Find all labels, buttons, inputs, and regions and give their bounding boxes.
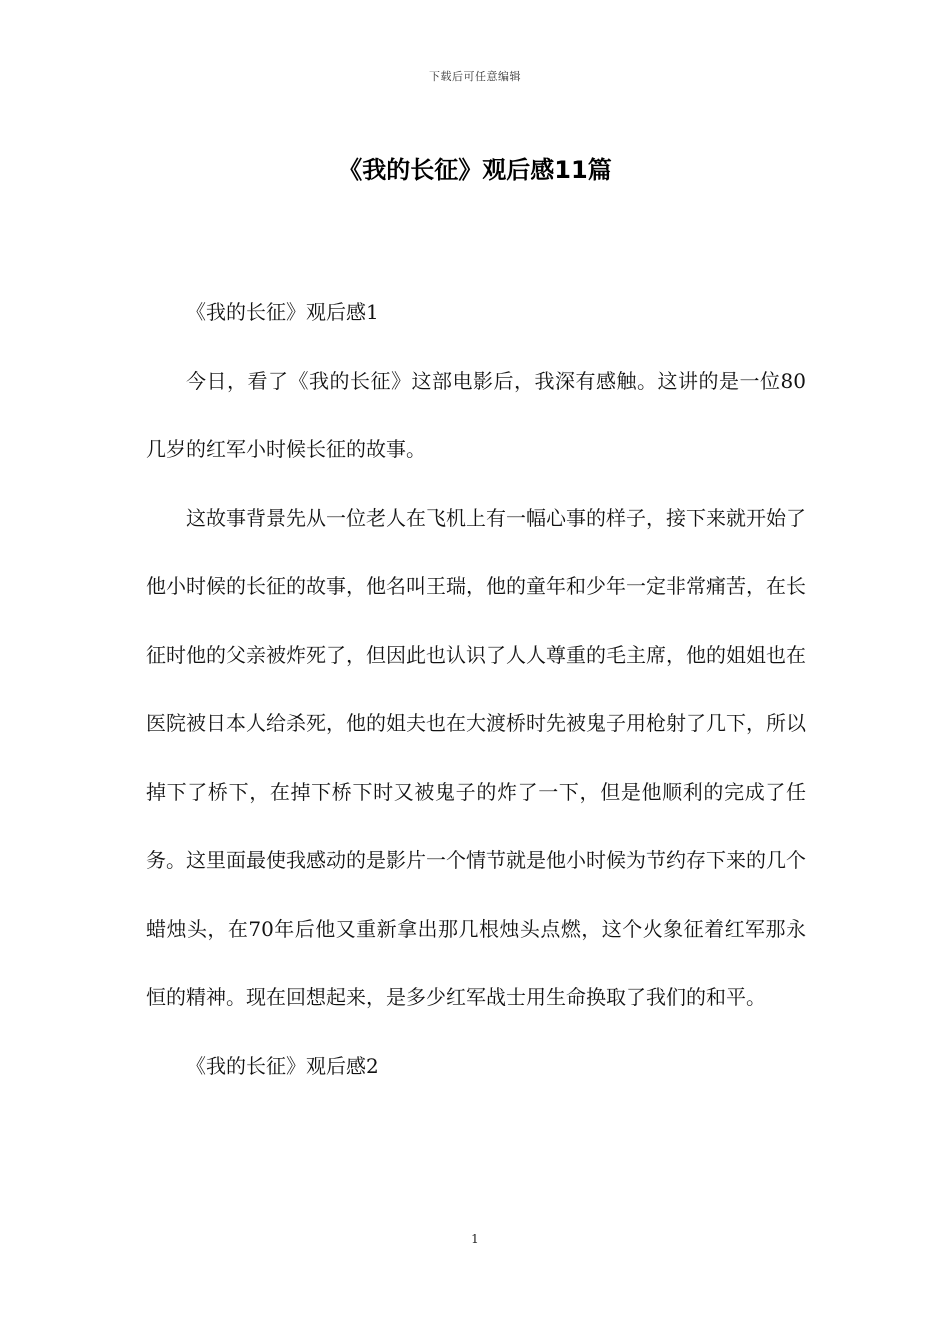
document-title: 《我的长征》观后感11篇 [338, 156, 612, 184]
section-heading-1: 《我的长征》观后感1 [186, 300, 379, 324]
body-paragraph-1: 今日，看了《我的长征》这部电影后，我深有感触。这讲的是一位80几岁的红军小时候长征的故事。 [146, 368, 806, 461]
document-body [146, 278, 806, 1100]
page-header: 下载后可任意编辑 [429, 70, 521, 83]
section-heading-2: 《我的长征》观后感2 [186, 1053, 379, 1078]
body-paragraph-2: 这故事背景先从一位老人在飞机上有一幅心事的样子，接下来就开始了他小时候的长征的故事，他名叫王瑞，他的童年和少年一定非常痛苦，在长征时他的父亲被炸死了，但因此也认识了人人尊重的毛主席，他的姐姐也在医院被日本人给杀死，他的姐夫也在大渡桥时先被鬼子用枪射了几下，所以掉下了桥下，在掉下桥下时又被鬼子的炸了一下，但是他顺利的完成了任务。这里面最使我感动的是影片一个情节就是他小时候为节约存下来的几个蜡烛头，在70年后他又重新拿出那几根烛头点燃，这个火象征着红军那永恒的精神。现在回想起来，是多少红军战士用生命换取了我们的和平。 [146, 505, 806, 1009]
page-number: 1 [471, 1232, 479, 1246]
